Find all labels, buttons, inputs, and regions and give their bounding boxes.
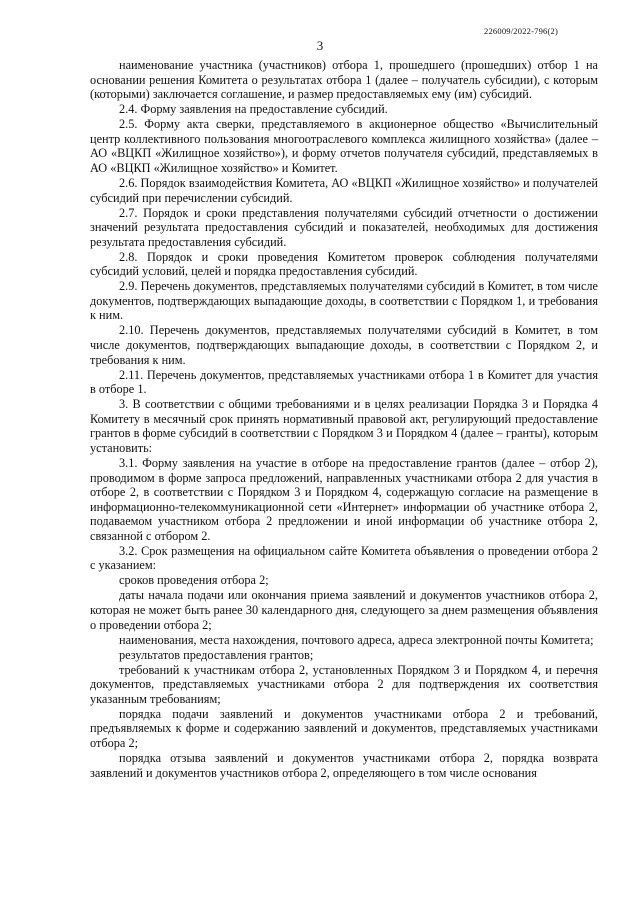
paragraph: 2.8. Порядок и сроки проведения Комитетом проверок соблюдения получателями субсидий условий, целей и порядка предоставления субсидий.	[90, 249, 598, 279]
paragraph: порядка отзыва заявлений и документов участниками отбора 2, порядка возврата заявлений и документов участников отбора 2, определяющего в том числе основания	[90, 750, 598, 780]
paragraph: результатов предоставления грантов;	[119, 647, 314, 662]
paragraph: 2.4. Форму заявления на предоставление субсидий.	[119, 102, 388, 117]
paragraph: сроков проведения отбора 2;	[119, 573, 269, 588]
paragraph: 2.7. Порядок и сроки представления получателями субсидий отчетности о достижении значений результата предоставления субсидий и показателей, необходимых для достижения результата предоставления субсидий.	[90, 205, 598, 249]
paragraph: 2.5. Форму акта сверки, представляемого в акционерное общество «Вычислительный центр коллективного пользования многоотраслевого комплекса жилищного хозяйства» (далее – АО «ВЦКП «Жилищное хозяйство»), и форму отчетов получателя субсидий, представляемых в АО «ВЦКП «Жилищное хозяйство» и Комитет.	[90, 117, 598, 175]
paragraph: порядка подачи заявлений и документов участниками отбора 2 и требований, предъявляемых к форме и содержанию заявлений и документов, представляемых участниками отбора 2;	[90, 706, 598, 750]
paragraph: 2.10. Перечень документов, представляемых получателями субсидий в Комитет, в том числе документов, подтверждающих выпадающие доходы, в соответствии с Порядком 2, и требования к ним.	[90, 323, 598, 367]
paragraph: наименование участника (участников) отбора 1, прошедшего (прошедших) отбор 1 на основании решения Комитета о результатах отбора 1 (далее – получатель субсидии), с которым (которыми) заключается соглашение, и размер предоставляемых ему (им) субсидий.	[90, 58, 598, 102]
paragraph: 2.6. Порядок взаимодействия Комитета, АО «ВЦКП «Жилищное хозяйство» и получателей субсидий при перечислении субсидий.	[90, 175, 598, 205]
document-number: 226009/2022-796(2)	[484, 26, 558, 36]
paragraph: 2.9. Перечень документов, представляемых получателями субсидий в Комитет, в том числе документов, подтверждающих выпадающие доходы, в соответствии с Порядком 1, и требования к ним.	[90, 279, 598, 323]
paragraph: 3. В соответствии с общими требованиями и в целях реализации Порядка 3 и Порядка 4 Комитету в месячный срок принять нормативный правовой акт, регулирующий предоставление грантов в форме субсидий в соответствии с Порядком 3 и Порядком 4 (далее – гранты), которым установить:	[90, 397, 598, 455]
paragraph: 3.1. Форму заявления на участие в отборе на предоставление грантов (далее – отбор 2), проводимом в форме запроса предложений, направленных участниками отбора 2 для участия в отборе 2, в соответствии с Порядком 3 и Порядком 4, содержащую согласие на размещение в информационно-телекоммуникационной сети «Интернет» информации об участнике отбора 2, подаваемом участником отбора 2 предложении и иной информации об участнике отбора 2, связанной с отбором 2.	[90, 455, 598, 543]
document-body	[90, 58, 598, 781]
paragraph: требований к участникам отбора 2, установленных Порядком 3 и Порядком 4, и перечня документов, представляемых участниками отбора 2 для подтверждения их соответствия указанным требованиям;	[90, 662, 598, 706]
paragraph: наименования, места нахождения, почтового адреса, адреса электронной почты Комитета;	[119, 632, 594, 647]
page-number: 3	[316, 38, 324, 53]
paragraph: 3.2. Срок размещения на официальном сайте Комитета объявления о проведении отбора 2 с указанием:	[90, 543, 598, 573]
paragraph: 2.11. Перечень документов, представляемых участниками отбора 1 в Комитет для участия в отборе 1.	[90, 367, 598, 397]
paragraph: даты начала подачи или окончания приема заявлений и документов участников отбора 2, которая не может быть ранее 30 календарного дня, следующего за днем размещения объявления о проведении отбора 2;	[90, 588, 598, 632]
